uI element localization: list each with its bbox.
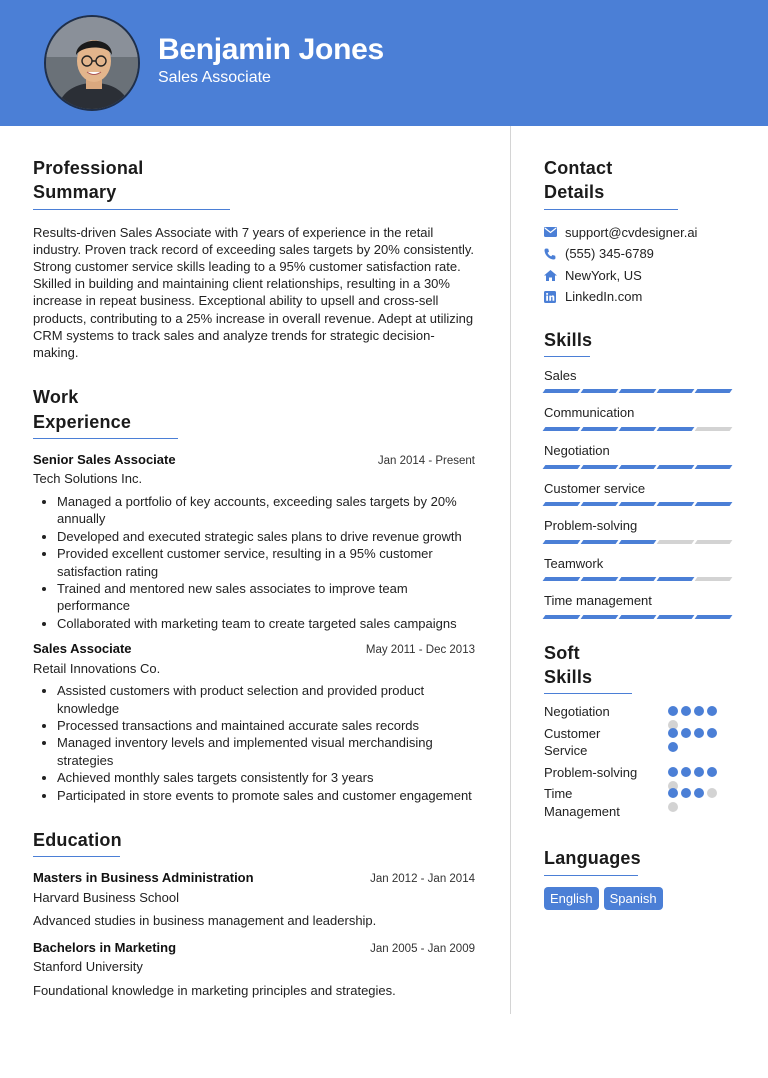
skill-level-segment: [543, 465, 581, 469]
rating-dot: [694, 706, 704, 716]
skill-item: [544, 442, 734, 469]
skill-name: Teamwork: [544, 555, 604, 571]
skill-level-segment: [695, 427, 733, 431]
job-bullet: • Developed and executed strategic sales plans to drive revenue growth: [57, 528, 475, 545]
skill-level-bar: [544, 577, 734, 581]
education-desc: Advanced studies in business management and leadership.: [33, 913, 377, 929]
main-column: [33, 156, 475, 1000]
skill-level-segment: [619, 540, 657, 544]
skills-section: [544, 328, 734, 619]
rating-dot: [707, 767, 717, 777]
skill-level-bar: [544, 615, 734, 619]
skill-level-segment: [543, 389, 581, 393]
rating-dot: [681, 767, 691, 777]
contact-location: [544, 265, 734, 287]
soft-skill-item: [544, 703, 734, 721]
rating-dot: [668, 742, 678, 752]
rating-dot: [694, 767, 704, 777]
education-date: Jan 2012 - Jan 2014: [370, 873, 475, 886]
school-name: Harvard Business School: [33, 889, 179, 905]
soft-skills-title: Soft Skills: [544, 641, 632, 695]
skill-level-segment: [543, 427, 581, 431]
skill-item: [544, 592, 734, 619]
education-title: Education: [33, 828, 120, 857]
languages-title: Languages: [544, 846, 638, 875]
skill-level-segment: [543, 540, 581, 544]
location-text: NewYork, US: [565, 267, 642, 283]
school-name: Stanford University: [33, 959, 143, 975]
contact-phone[interactable]: [544, 243, 734, 265]
skill-level-segment: [657, 615, 695, 619]
skill-level-bar: [544, 465, 734, 469]
skill-level-segment: [657, 502, 695, 506]
work-section: [33, 385, 475, 804]
rating-dot: [707, 788, 717, 798]
skill-level-segment: [619, 577, 657, 581]
skill-name: Negotiation: [544, 442, 610, 458]
linkedin-text: LinkedIn.com: [565, 289, 643, 305]
skill-level-bar: [544, 502, 734, 506]
job-date: Jan 2014 - Present: [377, 454, 475, 467]
rating-dot: [668, 767, 678, 777]
rating-dot: [668, 788, 678, 798]
skill-level-bar: [544, 389, 734, 393]
skill-name: Time management: [544, 593, 652, 609]
education-desc: Foundational knowledge in marketing principles and strategies.: [33, 983, 396, 998]
skill-level-segment: [619, 615, 657, 619]
languages-list: [544, 887, 734, 911]
skill-item: [544, 555, 734, 582]
skills-title: Skills: [544, 328, 590, 357]
rating-dot: [681, 788, 691, 798]
rating-dot: [694, 728, 704, 738]
job-bullet: • Trained and mentored new sales associates to improve team performance: [57, 580, 475, 615]
skill-level-segment: [543, 577, 581, 581]
skill-name: Communication: [544, 405, 635, 421]
summary-section: [33, 156, 475, 361]
skill-level-segment: [657, 389, 695, 393]
soft-skill-item: [544, 785, 734, 820]
job-bullet: • Provided excellent customer service, resulting in a 95% customer satisfaction rating: [57, 545, 475, 580]
education-section: [33, 828, 475, 1000]
job-bullets: [33, 682, 475, 804]
rating-dot: [681, 728, 691, 738]
skill-name: Customer service: [544, 480, 646, 496]
skill-level-segment: [581, 465, 619, 469]
home-icon: [544, 270, 565, 281]
summary-text: Results-driven Sales Associate with 7 years of experience in the retail industry. Proven track record of exceeding sales targets by 20% consistently. Strong customer service skills leading to a 95% customer satisfaction rate. Skilled in building and maintaining client relationships, resulting in a 30% increase in repeat business. Exceptional ability to upsell and cross-sell products, contributing to a 25% increase in overall revenue. Adept at utilizing CRM systems to track sales and analyze trends for strategic decision-making.: [33, 224, 475, 361]
summary-title: Professional Summary: [33, 156, 230, 210]
rating-dot: [681, 706, 691, 716]
education-date: Jan 2005 - Jan 2009: [370, 942, 475, 955]
envelope-icon: [544, 227, 565, 237]
skill-level-segment: [695, 502, 733, 506]
degree-title: Bachelors in Marketing: [33, 939, 177, 955]
skill-level-segment: [695, 465, 733, 469]
email-text: support@cvdesigner.ai: [565, 224, 698, 240]
skill-level-bar: [544, 540, 734, 544]
skill-item: [544, 404, 734, 431]
skill-level-segment: [581, 502, 619, 506]
job-bullet: • Collaborated with marketing team to create targeted sales campaigns: [57, 615, 475, 632]
job-company: Retail Innovations Co.: [33, 660, 161, 676]
rating-dot: [668, 728, 678, 738]
language-badge: Spanish: [604, 887, 663, 911]
skill-level-segment: [581, 389, 619, 393]
contact-title: Contact Details: [544, 156, 678, 210]
soft-skills-section: [544, 641, 734, 821]
skill-level-segment: [657, 577, 695, 581]
contact-section: [544, 156, 734, 308]
rating-dot: [694, 788, 704, 798]
job-title: Senior Sales Associate: [33, 451, 176, 467]
job-bullet: • Achieved monthly sales targets consistently for 3 years: [57, 769, 475, 786]
skill-level-segment: [581, 577, 619, 581]
job-bullet: • Assisted customers with product selection and provided product knowledge: [57, 682, 475, 717]
rating-dot: [707, 706, 717, 716]
skill-level-segment: [695, 540, 733, 544]
soft-skills-list: [544, 703, 734, 820]
rating-dot: [668, 802, 678, 812]
contact-email[interactable]: [544, 222, 734, 244]
soft-skill-name: Problem-solving: [544, 764, 638, 780]
soft-skill-name: Negotiation: [544, 704, 610, 720]
sidebar-column: [544, 156, 734, 910]
skill-name: Sales: [544, 367, 577, 383]
skill-level-bar: [544, 427, 734, 431]
job-entry: [33, 451, 475, 632]
soft-skill-item: [544, 764, 734, 782]
soft-skill-rating: [668, 728, 724, 752]
skill-name: Problem-solving: [544, 518, 638, 534]
soft-skill-rating: [668, 788, 724, 812]
skills-list: [544, 367, 734, 619]
skill-level-segment: [695, 389, 733, 393]
language-badge: English: [544, 887, 599, 911]
soft-skill-name: Customer Service: [544, 725, 601, 759]
skill-level-segment: [581, 615, 619, 619]
rating-dot: [707, 728, 717, 738]
contact-linkedin[interactable]: [544, 286, 734, 308]
phone-icon: [544, 248, 565, 260]
job-bullet: • Participated in store events to promote sales and customer engagement: [57, 787, 475, 804]
skill-item: [544, 367, 734, 394]
languages-section: [544, 846, 734, 910]
skill-level-segment: [695, 615, 733, 619]
candidate-role: Sales Associate: [158, 69, 271, 86]
job-entry: [33, 640, 475, 804]
column-divider: [510, 126, 511, 1014]
skill-level-segment: [543, 502, 581, 506]
work-title: Work Experience: [33, 385, 178, 439]
degree-title: Masters in Business Administration: [33, 870, 254, 886]
job-date: May 2011 - Dec 2013: [365, 644, 475, 657]
skill-level-segment: [581, 427, 619, 431]
skill-level-segment: [619, 389, 657, 393]
soft-skill-item: [544, 725, 734, 760]
candidate-name: Benjamin Jones: [158, 33, 384, 66]
skill-level-segment: [657, 465, 695, 469]
job-bullet: • Processed transactions and maintained accurate sales records: [57, 717, 475, 734]
rating-dot: [668, 706, 678, 716]
skill-item: [544, 517, 734, 544]
education-entry: [33, 939, 475, 1000]
job-title: Sales Associate: [33, 641, 132, 657]
resume-header: [0, 0, 768, 126]
skill-level-segment: [657, 427, 695, 431]
profile-photo: [44, 15, 140, 111]
skill-item: [544, 480, 734, 507]
education-entry: [33, 869, 475, 930]
skill-level-segment: [619, 427, 657, 431]
job-bullet: • Managed inventory levels and implemented visual merchandising strategies: [57, 734, 475, 769]
job-bullets: [33, 493, 475, 632]
linkedin-icon: [544, 291, 565, 303]
skill-level-segment: [581, 540, 619, 544]
skill-level-segment: [543, 615, 581, 619]
soft-skill-name: Time Management: [544, 786, 620, 819]
job-company: Tech Solutions Inc.: [33, 471, 143, 487]
skill-level-segment: [619, 465, 657, 469]
phone-text: (555) 345-6789: [565, 246, 654, 262]
skill-level-segment: [695, 577, 733, 581]
skill-level-segment: [619, 502, 657, 506]
job-bullet: • Managed a portfolio of key accounts, exceeding sales targets by 20% annually: [57, 493, 475, 528]
skill-level-segment: [657, 540, 695, 544]
